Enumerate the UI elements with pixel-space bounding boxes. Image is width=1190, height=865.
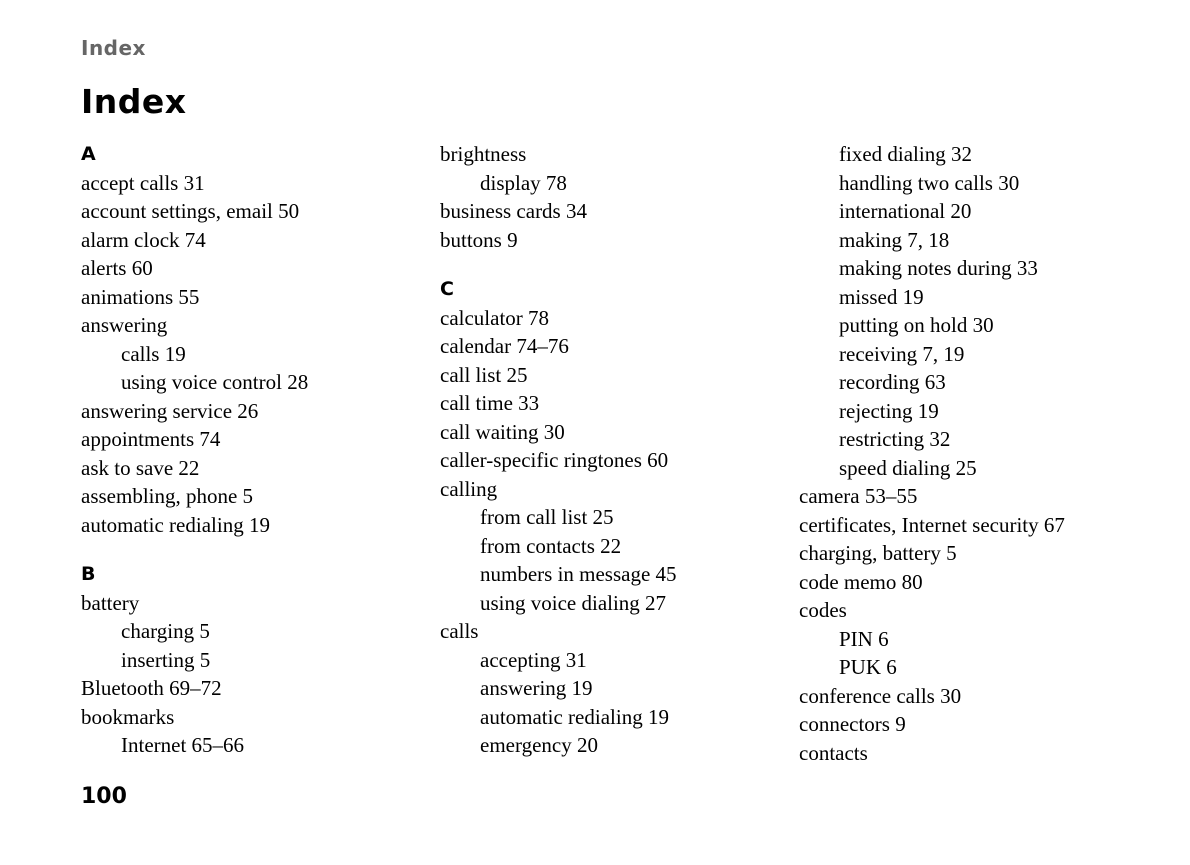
index-entry: animations 55 <box>81 284 200 309</box>
index-subentry: automatic redialing 19 <box>480 704 669 729</box>
index-subentry: inserting 5 <box>121 647 211 672</box>
index-subentry: putting on hold 30 <box>839 313 994 337</box>
index-subentry: recording 63 <box>839 370 946 394</box>
index-subentry: making notes during 33 <box>839 256 1038 280</box>
index-subentry: Internet 65–66 <box>121 733 245 757</box>
index-entry: accept calls 31 <box>81 170 205 195</box>
index-subentry: making 7, 18 <box>839 227 950 252</box>
index-subentry: receiving 7, 19 <box>839 341 965 366</box>
index-subentry: accepting 31 <box>480 647 587 672</box>
index-entry: alarm clock 74 <box>81 227 206 252</box>
index-column-1 <box>81 140 421 760</box>
index-entry: certificates, Internet security 67 <box>799 512 1065 537</box>
index-subentry: charging 5 <box>121 619 210 643</box>
index-entry: appointments 74 <box>81 427 221 451</box>
index-subentry: numbers in message 45 <box>480 562 677 586</box>
index-entry: connectors 9 <box>799 712 906 736</box>
index-entry: charging, battery 5 <box>799 541 957 565</box>
index-letter-heading: B <box>81 563 96 585</box>
index-subentry: PIN 6 <box>839 626 889 651</box>
index-entry: codes <box>799 598 847 622</box>
index-entry: call list 25 <box>440 362 528 387</box>
index-subentry: missed 19 <box>839 284 924 309</box>
section-spacer <box>81 539 421 560</box>
index-subentry: using voice dialing 27 <box>480 590 667 615</box>
page-number: 100 <box>81 784 127 809</box>
index-subentry: using voice control 28 <box>121 370 309 394</box>
index-subentry: international 20 <box>839 199 972 223</box>
index-column-2 <box>440 140 780 760</box>
index-subentry: calls 19 <box>121 341 186 366</box>
index-entry: battery <box>81 590 140 615</box>
index-subentry: PUK 6 <box>839 655 897 679</box>
index-entry: bookmarks <box>81 704 175 729</box>
index-entry: calling <box>440 476 498 501</box>
index-entry: conference calls 30 <box>799 683 962 708</box>
index-entry: calls <box>440 619 479 643</box>
index-column-3 <box>799 140 1179 767</box>
index-subentry: from contacts 22 <box>480 533 622 558</box>
index-subentry: restricting 32 <box>839 427 951 451</box>
index-entry: contacts <box>799 740 868 765</box>
index-entry: answering service 26 <box>81 398 259 423</box>
index-subentry: fixed dialing 32 <box>839 142 972 166</box>
index-entry: automatic redialing 19 <box>81 512 270 537</box>
index-subentry: display 78 <box>480 170 567 195</box>
index-entry: call waiting 30 <box>440 419 565 444</box>
running-head: Index <box>81 36 146 60</box>
index-entry: camera 53–55 <box>799 484 918 508</box>
index-subentry: rejecting 19 <box>839 398 939 423</box>
index-entry: code memo 80 <box>799 569 923 594</box>
index-letter-heading: C <box>440 278 454 300</box>
index-letter-heading: A <box>81 143 96 165</box>
index-entry: answering <box>81 313 168 337</box>
index-entry: call time 33 <box>440 391 540 415</box>
index-entry: assembling, phone 5 <box>81 484 254 508</box>
index-entry: caller-specific ringtones 60 <box>440 448 669 472</box>
index-entry: ask to save 22 <box>81 455 200 480</box>
index-subentry: handling two calls 30 <box>839 170 1020 195</box>
index-entry: brightness <box>440 142 527 166</box>
section-spacer <box>440 254 780 275</box>
page-title: Index <box>81 82 187 121</box>
index-entry: calculator 78 <box>440 305 550 330</box>
index-entry: calendar 74–76 <box>440 334 569 358</box>
index-entry: alerts 60 <box>81 256 153 280</box>
index-subentry: emergency 20 <box>480 733 598 757</box>
index-entry: business cards 34 <box>440 199 587 223</box>
index-subentry: speed dialing 25 <box>839 455 977 480</box>
index-subentry: from call list 25 <box>480 505 614 529</box>
index-entry: buttons 9 <box>440 227 518 252</box>
index-entry: account settings, email 50 <box>81 199 300 223</box>
index-subentry: answering 19 <box>480 676 593 700</box>
index-entry: Bluetooth 69–72 <box>81 676 222 700</box>
